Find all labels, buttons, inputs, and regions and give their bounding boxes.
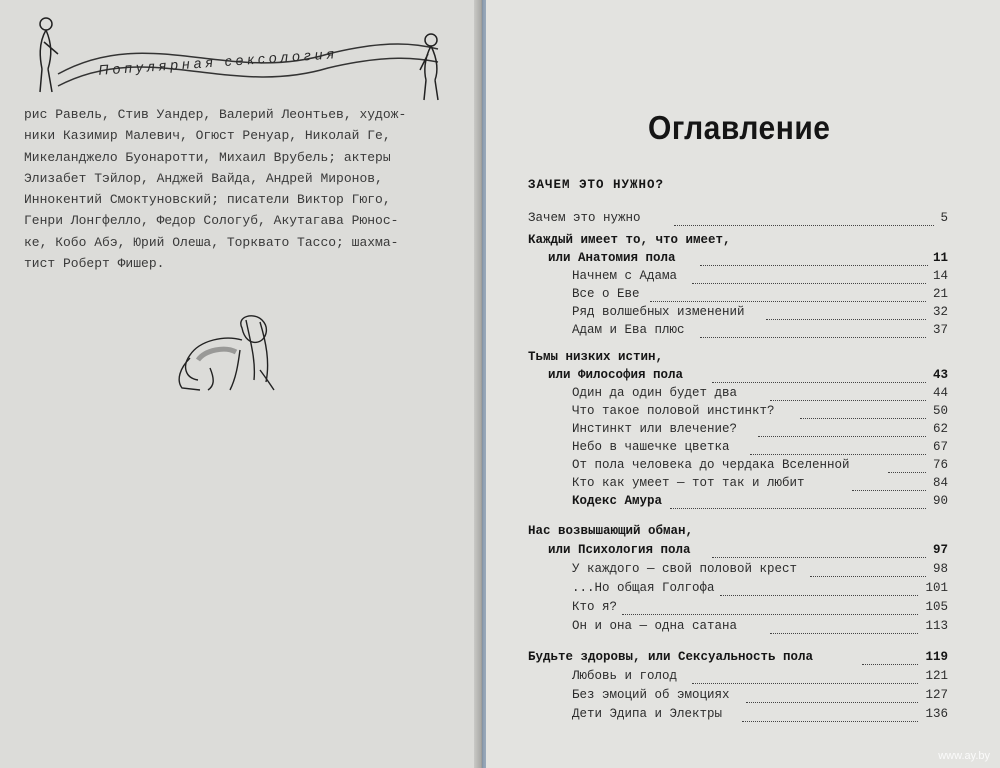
text-line: Элизабет Тэйлор, Анджей Вайда, Андрей Миронов,: [24, 170, 383, 186]
toc-leader: [862, 664, 918, 665]
toc-entry-label: Кто как умеет — тот так и любит: [572, 476, 805, 490]
toc-entry-label: Ряд волшебных изменений: [572, 305, 745, 319]
toc-entry[interactable]: [528, 211, 948, 229]
text-line: Генри Лонгфелло, Федор Сологуб, Акутагава Рюнос-: [24, 213, 399, 229]
toc-leader: [746, 702, 918, 703]
toc-section-heading: [528, 233, 948, 251]
toc-section-heading-line2: или Психология пола: [548, 543, 691, 557]
toc-section-heading-line1: Каждый имеет то, что имеет,: [528, 233, 731, 247]
toc-entry-label: Кодекс Амура: [572, 494, 663, 508]
toc-section-heading: Будьте здоровы, или Сексуальность пола: [528, 650, 814, 664]
toc-entry-page: 5: [940, 211, 948, 225]
toc-entry[interactable]: [528, 619, 948, 637]
toc-entry[interactable]: [528, 269, 948, 287]
toc-entry[interactable]: [528, 458, 948, 476]
toc-entry-page: 21: [932, 287, 948, 301]
toc-entry-page: 119: [925, 650, 948, 664]
toc-leader: [700, 265, 928, 266]
toc-entry-page: 113: [925, 619, 948, 633]
toc-entry-page: 43: [932, 368, 948, 382]
toc-leader: [810, 576, 926, 577]
text-line: тист Роберт Фишер.: [24, 256, 165, 272]
toc-entry-label: Инстинкт или влечение?: [572, 422, 738, 436]
toc-entry[interactable]: [528, 707, 948, 725]
toc-leader: [712, 557, 926, 558]
toc-leader: [766, 319, 926, 320]
toc-entry[interactable]: [528, 543, 948, 561]
toc-entry-page: 32: [932, 305, 948, 319]
toc-entry-page: 98: [932, 562, 948, 576]
crawling-figure-illustration: [170, 310, 280, 395]
toc-leader: [758, 436, 926, 437]
toc-section-heading-line1: Тьмы низких истин,: [528, 350, 664, 364]
running-header-title: Популярная сексология: [97, 45, 339, 78]
toc-entry-page: 90: [932, 494, 948, 508]
toc-entry-page: 121: [925, 669, 948, 683]
toc-section-heading: ЗАЧЕМ ЭТО НУЖНО?: [528, 178, 665, 192]
toc-entry[interactable]: [528, 688, 948, 706]
toc-entry[interactable]: [528, 422, 948, 440]
toc-entry[interactable]: [528, 287, 948, 305]
toc-entry[interactable]: [528, 323, 948, 341]
watermark: www.ay.by: [938, 750, 990, 762]
toc-entry-page: 105: [925, 600, 948, 614]
toc-leader: [800, 418, 926, 419]
toc-entry-page: 14: [932, 269, 948, 283]
toc-entry-page: 62: [932, 422, 948, 436]
toc-entry-page: 84: [932, 476, 948, 490]
toc-section-heading: [528, 350, 948, 368]
toc-entry-label: Один да один будет два: [572, 386, 738, 400]
toc-leader: [650, 301, 926, 302]
toc-entry-page: 67: [932, 440, 948, 454]
text-line: ке, Кобо Абэ, Юрий Олеша, Торквато Тассо; шахма-: [24, 234, 399, 250]
toc-entry[interactable]: [528, 305, 948, 323]
toc-entry[interactable]: [528, 494, 948, 512]
toc-leader: [770, 633, 918, 634]
toc-title: Оглавление: [648, 109, 831, 147]
text-line: Микеланджело Буонаротти, Михаил Врубель; актеры: [24, 149, 391, 165]
toc-leader: [692, 683, 918, 684]
text-line: Иннокентий Смоктуновский; писатели Виктор Гюго,: [24, 192, 391, 208]
toc-entry-label: От пола человека до чердака Вселенной: [572, 458, 850, 472]
toc-entry-label: Небо в чашечке цветка: [572, 440, 730, 454]
toc-leader: [692, 283, 926, 284]
toc-leader: [742, 721, 918, 722]
toc-entry-page: 101: [925, 581, 948, 595]
toc-entry[interactable]: [528, 650, 948, 668]
toc-entry-page: 44: [932, 386, 948, 400]
toc-entry-page: 76: [932, 458, 948, 472]
text-line: ники Казимир Малевич, Огюст Ренуар, Николай Ге,: [24, 128, 391, 144]
toc-leader: [852, 490, 926, 491]
toc-entry-label: Что такое половой инстинкт?: [572, 404, 775, 418]
toc-section-heading: [528, 524, 948, 542]
left-page-text: [24, 104, 444, 274]
toc-entry-label: Любовь и голод: [572, 669, 678, 683]
toc-entry-page: 50: [932, 404, 948, 418]
toc-leader: [670, 508, 926, 509]
toc-section-heading-line2: или Философия пола: [548, 368, 684, 382]
toc-leader: [712, 382, 926, 383]
toc-entry[interactable]: [528, 404, 948, 422]
toc-leader: [750, 454, 926, 455]
text-line: рис Равель, Стив Уандер, Валерий Леонтьев, худож-: [24, 107, 407, 122]
toc-leader: [700, 337, 926, 338]
toc-entry[interactable]: [528, 440, 948, 458]
figure-left-icon: [40, 18, 58, 92]
toc-section-heading-line2: или Анатомия пола: [548, 251, 676, 265]
toc-entry-label: У каждого — свой половой крест: [572, 562, 798, 576]
toc-entry-page: 136: [925, 707, 948, 721]
toc-entry[interactable]: [528, 562, 948, 580]
toc-entry-page: 127: [925, 688, 948, 702]
toc-entry-label: Кто я?: [572, 600, 618, 614]
toc-leader: [888, 472, 926, 473]
toc-entry-label: Зачем это нужно: [528, 211, 641, 225]
toc-entry[interactable]: [528, 251, 948, 269]
toc-leader: [674, 225, 934, 226]
toc-entry-page: 11: [932, 251, 948, 265]
running-header: [28, 14, 448, 104]
toc-entry-label: Без эмоций об эмоциях: [572, 688, 730, 702]
toc-entry-label: Адам и Ева плюс: [572, 323, 685, 337]
toc-section-heading-line1: Нас возвышающий обман,: [528, 524, 694, 538]
toc-leader: [622, 614, 918, 615]
toc-leader: [720, 595, 918, 596]
toc-entry-page: 97: [932, 543, 948, 557]
toc-entry-label: Все о Еве: [572, 287, 640, 301]
toc-entry-label: ...Но общая Голгофа: [572, 581, 715, 595]
left-page: [0, 0, 478, 768]
toc-entry[interactable]: [528, 581, 948, 599]
toc-entry-label: Дети Эдипа и Электры: [572, 707, 723, 721]
toc-entry[interactable]: [528, 386, 948, 404]
toc-entry-label: Начнем с Адама: [572, 269, 678, 283]
toc-entry[interactable]: [528, 368, 948, 386]
toc-entry[interactable]: [528, 476, 948, 494]
toc-entry-page: 37: [932, 323, 948, 337]
toc-entry[interactable]: [528, 669, 948, 687]
toc-entry[interactable]: [528, 600, 948, 618]
toc-leader: [770, 400, 926, 401]
toc-entry-label: Он и она — одна сатана: [572, 619, 738, 633]
